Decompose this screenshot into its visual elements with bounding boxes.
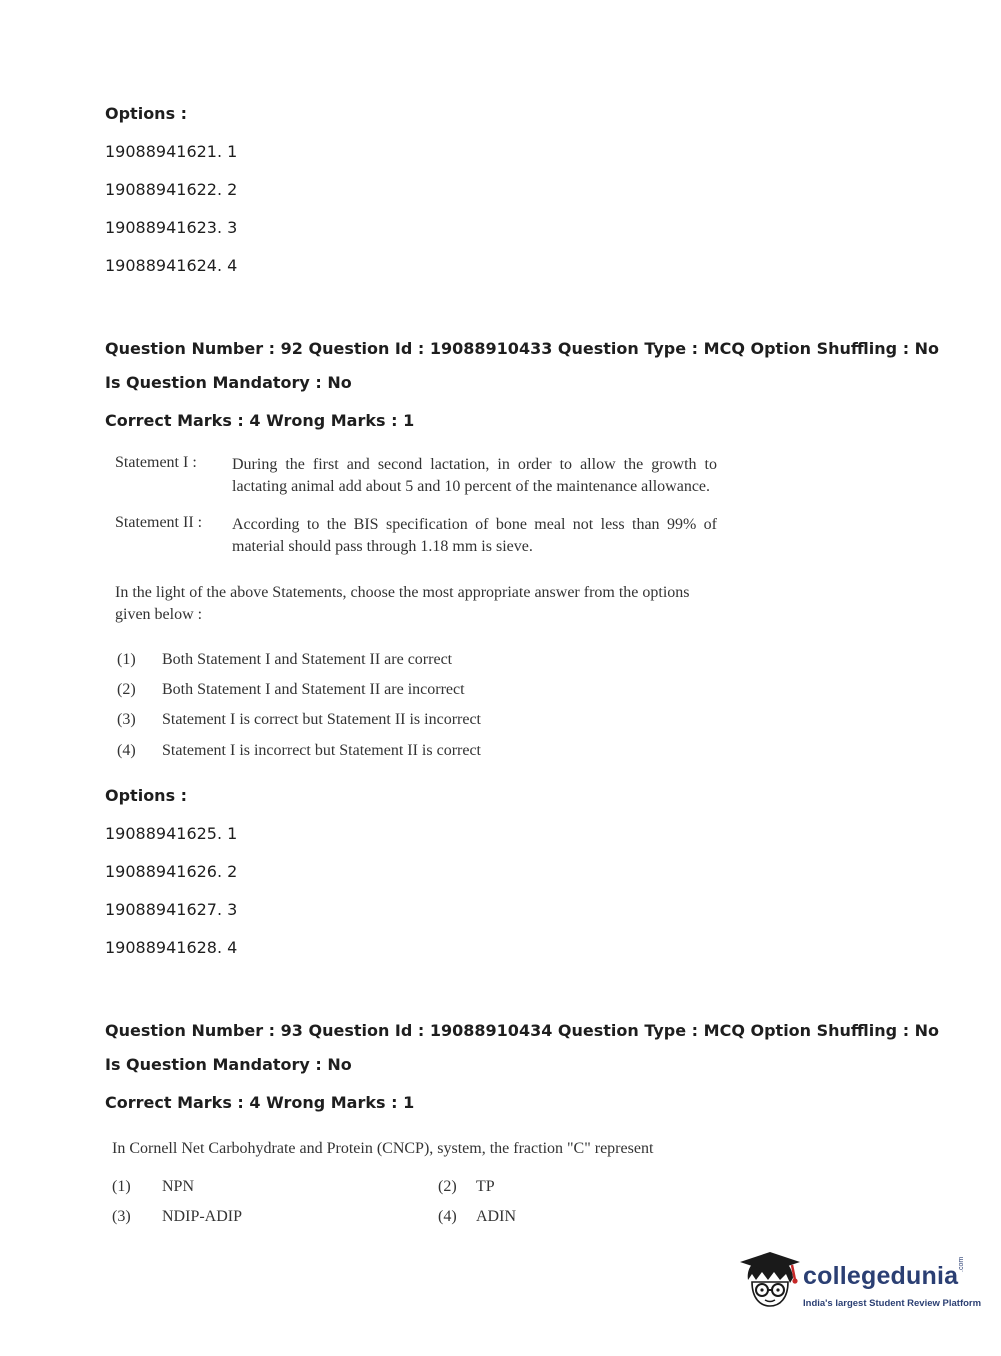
choice-text: TP <box>476 1178 495 1195</box>
question-text: In Cornell Net Carbohydrate and Protein (CNCP), system, the fraction "C" represent <box>112 1140 654 1157</box>
option-item: 19088941625. 1 <box>105 824 238 843</box>
choice-number: (4) <box>117 742 136 759</box>
option-item: 19088941627. 3 <box>105 900 238 919</box>
question-mandatory: Is Question Mandatory : No <box>105 373 352 392</box>
choice-number: (3) <box>117 711 136 728</box>
question-marks: Correct Marks : 4 Wrong Marks : 1 <box>105 411 415 430</box>
choice-text: NPN <box>162 1178 195 1195</box>
choice-number: (1) <box>112 1178 131 1195</box>
logo-suffix: .com <box>958 1256 965 1272</box>
choice-text: Both Statement I and Statement II are correct <box>162 651 453 668</box>
choice-text: ADIN <box>476 1208 516 1225</box>
collegedunia-mascot-icon <box>740 1250 802 1312</box>
option-item: 19088941622. 2 <box>105 180 238 199</box>
statement-2-text: According to the BIS specification of bone meal not less than 99% of material should pass through 1.18 mm is sieve. <box>232 516 717 555</box>
choice-number: (4) <box>438 1208 457 1225</box>
options-heading: Options : <box>105 786 188 805</box>
choice-text: Both Statement I and Statement II are incorrect <box>162 681 465 698</box>
options-heading: Options : <box>105 104 188 123</box>
option-item: 19088941626. 2 <box>105 862 238 881</box>
question-instruction: In the light of the above Statements, choose the most appropriate answer from the options given below : <box>115 584 690 623</box>
choice-number: (1) <box>117 651 136 668</box>
logo-tagline: India's largest Student Review Platform <box>803 1298 982 1309</box>
choice-number: (2) <box>438 1178 457 1195</box>
question-marks: Correct Marks : 4 Wrong Marks : 1 <box>105 1093 415 1112</box>
option-item: 19088941623. 3 <box>105 218 238 237</box>
choice-number: (3) <box>112 1208 131 1225</box>
statement-1-label: Statement I : <box>115 454 197 471</box>
question-header: Question Number : 92 Question Id : 19088910433 Question Type : MCQ Option Shuffling : No <box>105 339 940 358</box>
choice-number: (2) <box>117 681 136 698</box>
question-header: Question Number : 93 Question Id : 19088910434 Question Type : MCQ Option Shuffling : No <box>105 1021 940 1040</box>
option-item: 19088941628. 4 <box>105 938 238 957</box>
choice-text: Statement I is incorrect but Statement II is correct <box>162 742 481 759</box>
question-mandatory: Is Question Mandatory : No <box>105 1055 352 1074</box>
statement-1-text: During the first and second lactation, in order to allow the growth to lactating animal add about 5 and 10 percent of the maintenance allowance. <box>232 456 717 495</box>
option-item: 19088941621. 1 <box>105 142 238 161</box>
choice-text: Statement I is correct but Statement II is incorrect <box>162 711 481 728</box>
logo-wordmark: collegedunia <box>803 1262 959 1290</box>
statement-2-label: Statement II : <box>115 514 203 531</box>
choice-text: NDIP-ADIP <box>162 1208 242 1225</box>
option-item: 19088941624. 4 <box>105 256 238 275</box>
